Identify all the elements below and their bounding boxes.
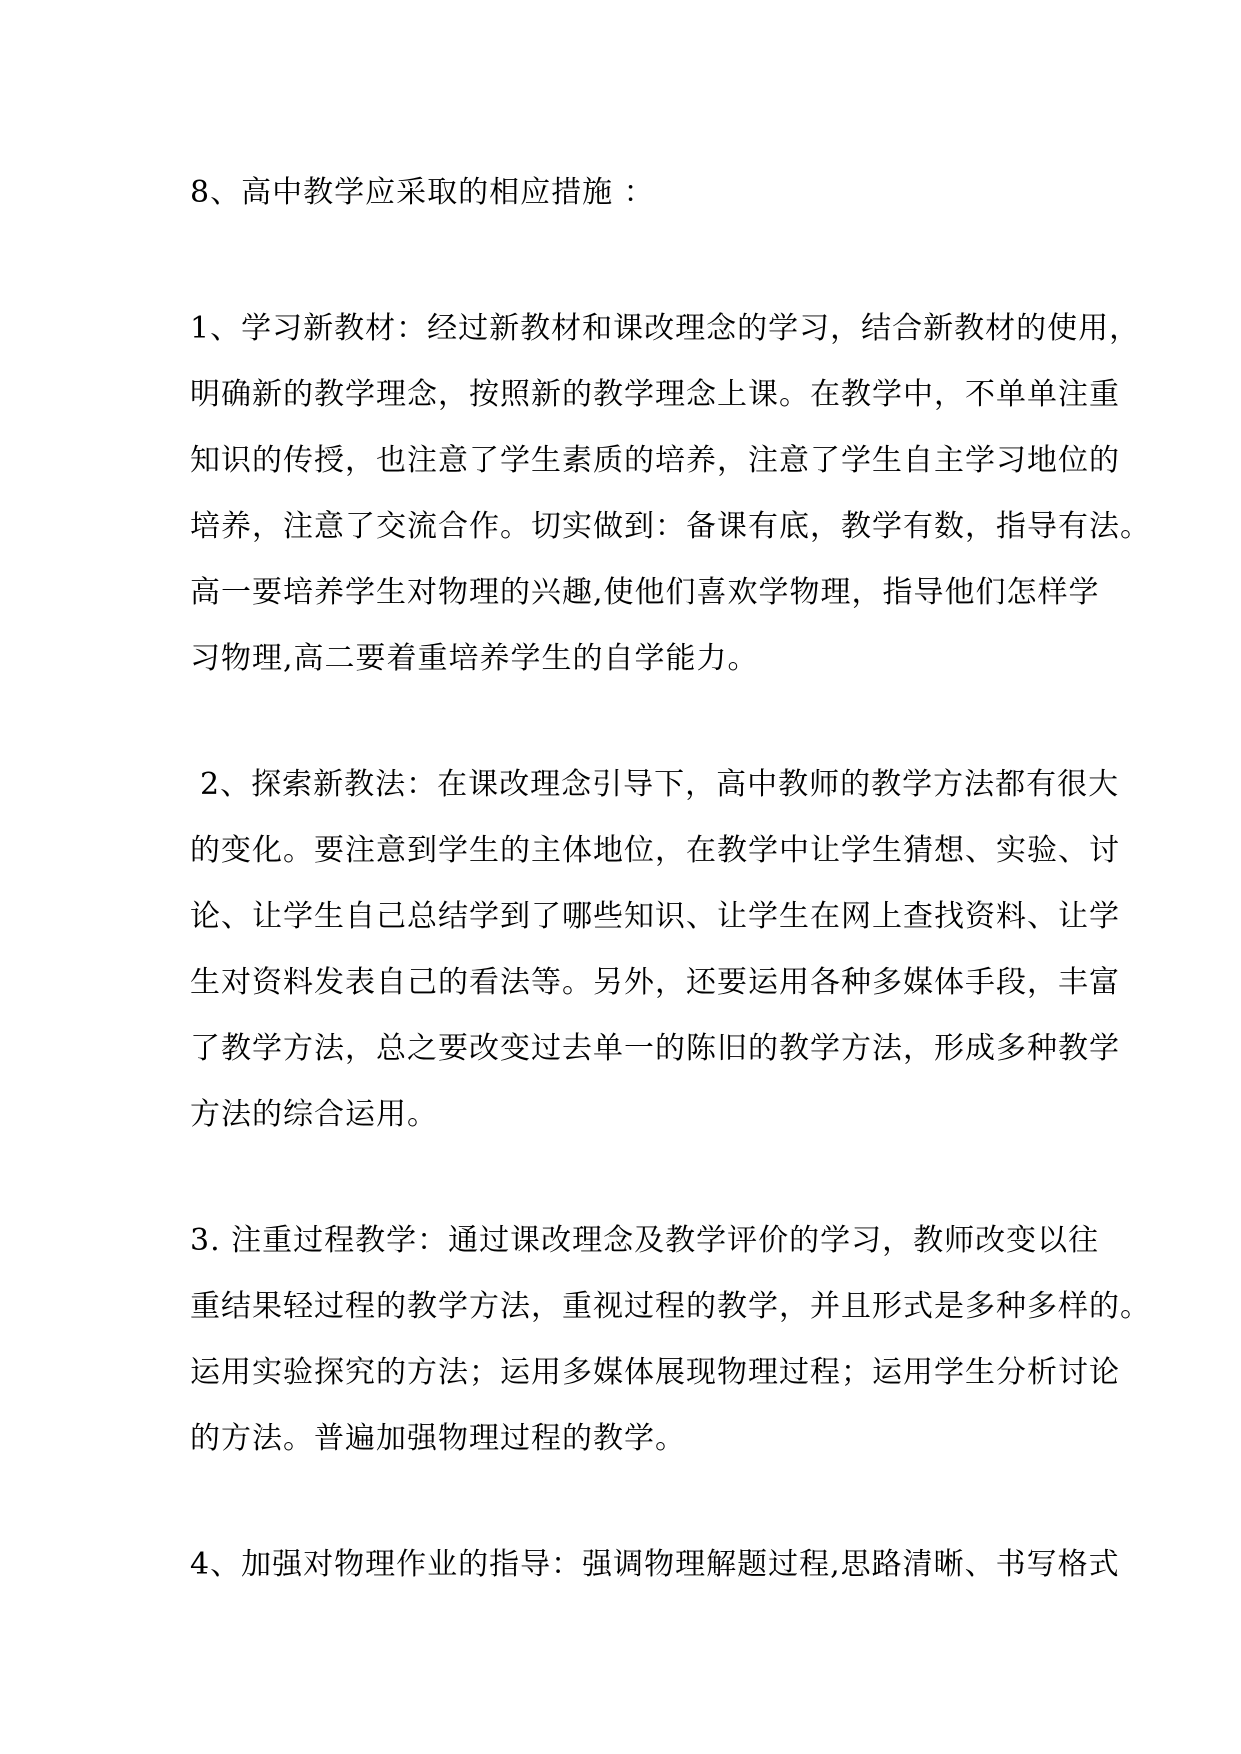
- paragraph-line: 论、让学生自己总结学到了哪些知识、让学生在网上查找资料、让学: [190, 899, 1120, 934]
- paragraph-4: [190, 1532, 1120, 1598]
- paragraph-line: 了教学方法，总之要改变过去单一的陈旧的教学方法，形成多种教学: [190, 1031, 1120, 1066]
- paragraph-line: 明确新的教学理念，按照新的教学理念上课。在教学中，不单单注重: [190, 377, 1120, 412]
- paragraph-line: 的方法。普遍加强物理过程的教学。: [190, 1421, 686, 1456]
- paragraph-line: 3. 注重过程教学：通过课改理念及教学评价的学习，教师改变以往: [190, 1223, 1100, 1258]
- paragraph-line: 运用实验探究的方法；运用多媒体展现物理过程；运用学生分析讨论: [190, 1355, 1120, 1390]
- paragraph-line: 方法的综合运用。: [190, 1097, 438, 1132]
- paragraph-line: 的变化。要注意到学生的主体地位，在教学中让学生猜想、实验、讨: [190, 833, 1120, 868]
- paragraph-line: 高一要培养学生对物理的兴趣,使他们喜欢学物理，指导他们怎样学: [190, 575, 1100, 610]
- paragraph-line: 4、加强对物理作业的指导：强调物理解题过程,思路清晰、书写格式: [190, 1547, 1120, 1582]
- paragraph-line: 1、学习新教材：经过新教材和课改理念的学习，结合新教材的使用，: [190, 311, 1141, 346]
- paragraph-line: 知识的传授，也注意了学生素质的培养，注意了学生自主学习地位的: [190, 443, 1120, 478]
- paragraph-2: [190, 752, 1120, 1148]
- paragraph-line: 生对资料发表自己的看法等。另外，还要运用各种多媒体手段，丰富: [190, 965, 1120, 1000]
- section-heading: 8、高中教学应采取的相应措施 ：: [190, 175, 655, 210]
- paragraph-3: [190, 1208, 1151, 1472]
- paragraph-line: 培养，注意了交流合作。切实做到：备课有底，教学有数，指导有法。: [190, 509, 1151, 544]
- paragraph-line: 习物理,高二要着重培养学生的自学能力。: [190, 641, 759, 676]
- paragraph-line: 2、探索新教法：在课改理念引导下，高中教师的教学方法都有很大: [200, 767, 1120, 802]
- document-body: [190, 160, 1151, 1658]
- paragraph-line: 重结果轻过程的教学方法，重视过程的教学，并且形式是多种多样的。: [190, 1289, 1151, 1324]
- paragraph-1: [190, 296, 1151, 692]
